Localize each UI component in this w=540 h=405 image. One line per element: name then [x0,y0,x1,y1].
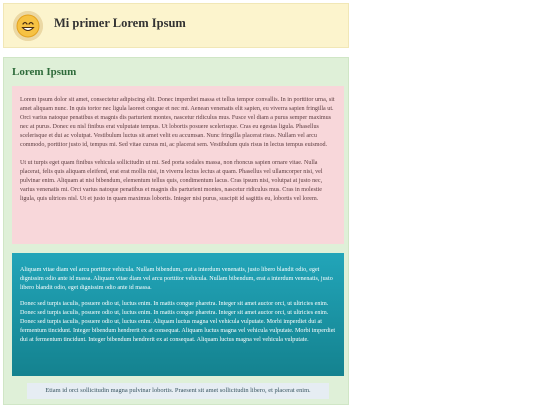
section-title: Lorem Ipsum [12,66,77,78]
footer-note: Etiam id orci sollicitudin magna pulvinar lobortis. Praesent sit amet sollicitudin libero, et placerat enim. [27,383,329,399]
page-title: Mi primer Lorem Ipsum [54,16,186,30]
paragraph: Donec sed turpis iaculis, posuere odio ut, luctus enim. In mattis congue pharetra. Integer sit amet auctor orci, ut ultricies enim. Donec sed turpis iaculis, posuere odio ut, luctus enim. In mattis congue pharetra. Integer sit amet auctor orci, ut ultricies enim. Donec sed turpis iaculis, posuere odio ut, luctus enim. Aliquam luctus magna vel vehicula vulputate. Morbi imperdiet dui at fermentum tincidunt. Integer bibendum hendrerit ex at consequat. Aliquam luctus magna vel vehicula vulputate. Morbi imperdiet dui at fermentum tincidunt. Integer bibendum hendrerit ex at consequat. Aliquam luctus magna vel vehicula vulputate. [20,301,336,343]
paragraph: Lorem ipsum dolor sit amet, consectetur adipiscing elit. Donec imperdiet massa et tellus tempor convallis. In in porttitor urna, sit amet aliquam nunc. In quis tortor nec ligula laoreet congue et nec mi. Aenean venenatis elit sapien, eu viverra sapien fringilla ut. Orci varius natoque penatibus et magnis dis parturient montes, nascetur ridiculus mus. Fusce vel diam a purus semper maximus nec at purus. Donec eu nisl finibus erat vulputate tempus. Ut lobortis posuere scelerisque. Cras eu egestas ligula. Phasellus scelerisque et dui ac volutpat. Vestibulum luctus sit amet velit eu accumsan. Nunc fringilla placerat risus. Nullam vel arcu commodo, porttitor justo id, tempus mi. Sed vitae cursus mi, ac placerat sem. Vestibulum quis risus in lectus tempus euismod. [20,97,335,149]
page-header [3,3,349,48]
pink-text-box [12,86,344,244]
content-panel [3,57,349,405]
smiley-face-icon [13,11,43,41]
paragraph: Ut ut turpis eget quam finibus vehicula sollicitudin ut mi. Sed porta sodales massa, non rhoncus sapien ornare vitae. Nulla placerat, felis quis aliquam eleifend, erat erat mollis nisi, in viverra lectus lectus at quam. Phasellus vel ullamcorper nisi, vel pulvinar enim. Aliquam at nisi bibendum, elementum tellus quis, condimentum lacus. Cras ipsum nisi, volutpat at justo nec, varius venenatis mi. Orci varius natoque penatibus et magnis dis parturient montes, nascetur ridiculus mus. Cras in molestie ligula, quis ultrices nisl. Ut et justo in quam maximus lobortis. Integer nisi purus, suscipit id sagittis eu, lobortis vel lorem. [20,159,323,202]
paragraph: Aliquam vitae diam vel arcu porttitor vehicula. Nullam bibendum, erat a interdum venenatis, justo libero blandit odio, eget dignissim odio ante id massa. Aliquam vitae diam vel arcu porttitor vehicula. Nullam bibendum, erat a interdum venenatis, justo libero blandit odio, eget dignissim odio ante id massa. [20,267,333,291]
teal-text-box [12,253,344,376]
